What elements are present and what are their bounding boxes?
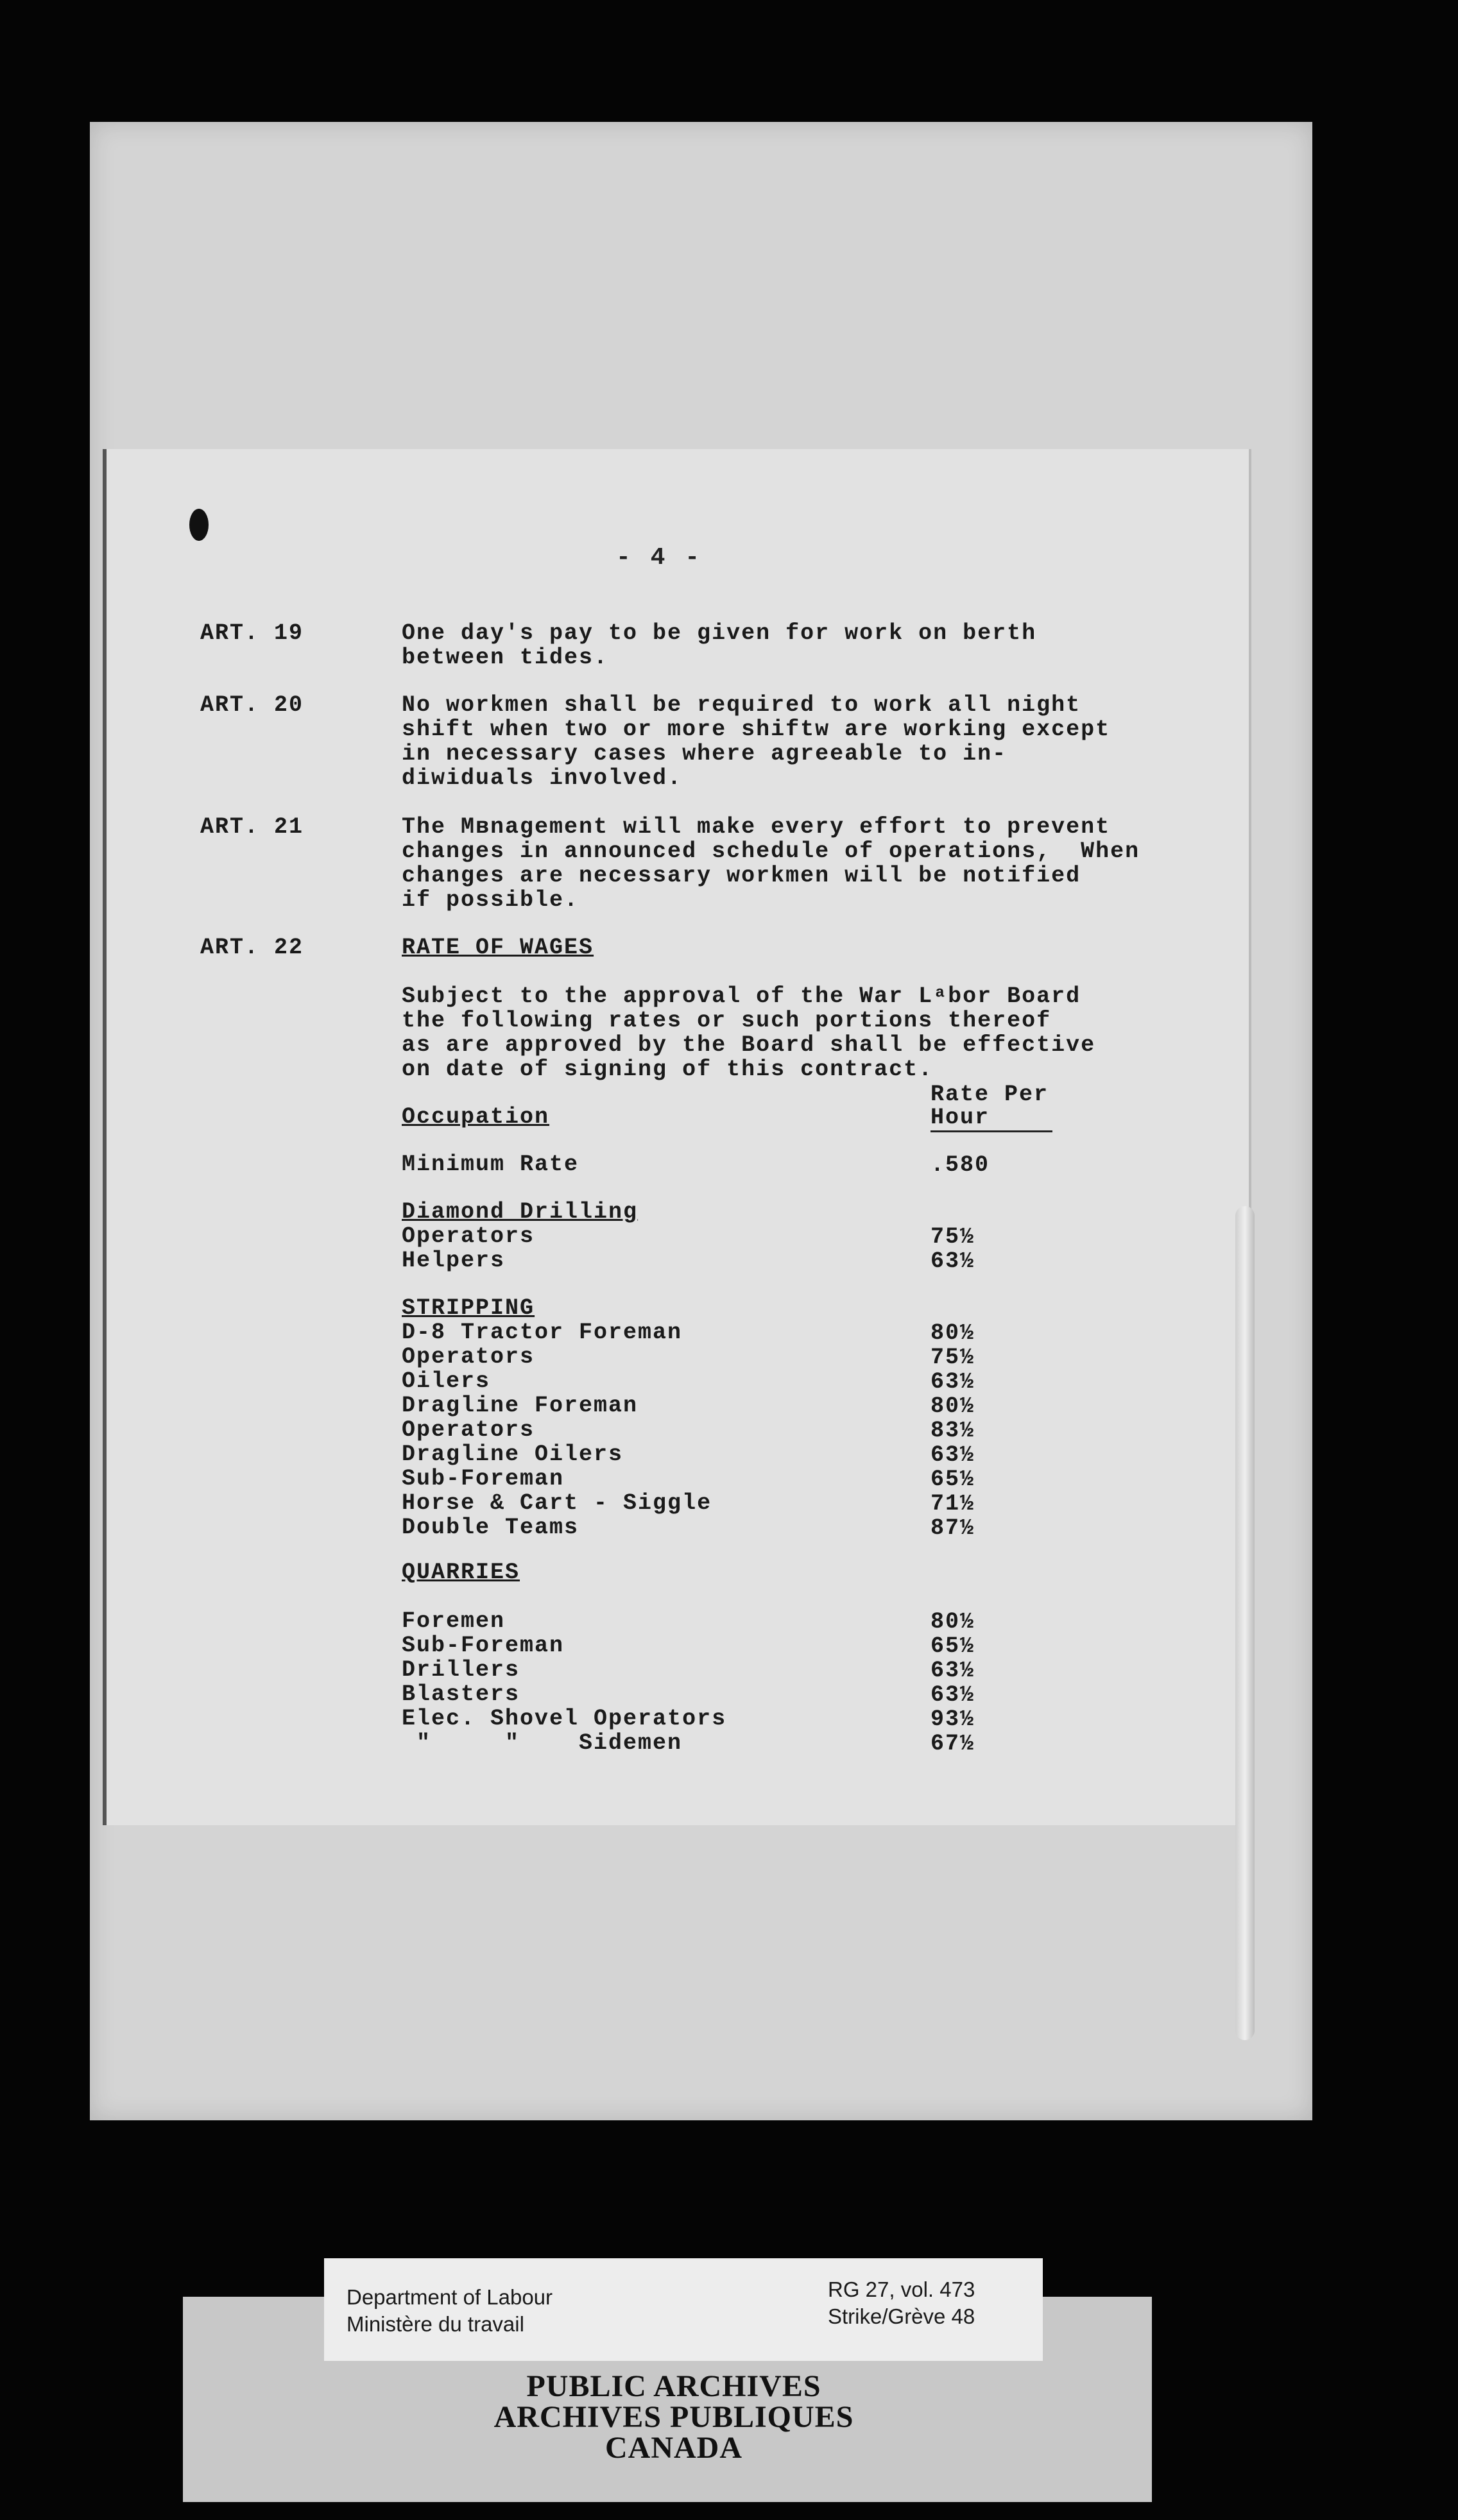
occupation-header: Occupation — [402, 1104, 550, 1130]
wages-intro-line: as are approved by the Board shall be effective — [402, 1032, 1096, 1058]
occupation: " " Sidemen — [402, 1730, 683, 1756]
occupation: Drillers — [402, 1657, 520, 1683]
occupation: Helpers — [402, 1248, 506, 1273]
rate-value: 80½ — [931, 1609, 975, 1635]
article-line: changes are necessary workmen will be notified — [402, 863, 1081, 889]
occupation: Operators — [402, 1344, 535, 1370]
rate-value: 63½ — [931, 1442, 975, 1468]
rate-value: 63½ — [931, 1369, 975, 1395]
occupation: Elec. Shovel Operators — [402, 1706, 727, 1732]
section-title: Diamond Drilling — [402, 1199, 639, 1225]
rate-value: 87½ — [931, 1515, 975, 1541]
occupation: Operators — [402, 1417, 535, 1443]
occupation: Sub-Foreman — [402, 1466, 565, 1492]
wages-intro-line: the following rates or such portions thereof — [402, 1008, 1052, 1034]
article-label: ART. 22 — [200, 935, 304, 960]
rate-header-line2: Hour — [931, 1105, 990, 1130]
wages-intro-line: on date of signing of this contract. — [402, 1057, 934, 1082]
rate-header-underline — [931, 1130, 1052, 1132]
article-line: No workmen shall be required to work all night — [402, 692, 1081, 718]
article-line: One day's pay to be given for work on berth — [402, 620, 1037, 646]
occupation: Horse & Cart - Siggle — [402, 1490, 712, 1516]
rate-value: 67½ — [931, 1731, 975, 1757]
rate-value: 83½ — [931, 1418, 975, 1443]
ink-blot — [189, 509, 209, 541]
article-line: changes in announced schedule of operations, When — [402, 839, 1140, 864]
section-title: STRIPPING — [402, 1295, 535, 1321]
article-line: if possible. — [402, 887, 579, 913]
article-line: shift when two or more shiftw are working except — [402, 717, 1111, 742]
stamp-line: ARCHIVES PUBLIQUES — [493, 2400, 854, 2434]
article-label: ART. 21 — [200, 814, 304, 840]
stamp-line: PUBLIC ARCHIVES — [526, 2369, 821, 2403]
rate-value: 63½ — [931, 1658, 975, 1683]
occupation: D-8 Tractor Foreman — [402, 1320, 683, 1345]
occupation: Dragline Foreman — [402, 1393, 639, 1418]
article-label: ART. 19 — [200, 620, 304, 646]
article-label: ART. 20 — [200, 692, 304, 718]
occupation: Dragline Oilers — [402, 1442, 624, 1467]
rate-value: 63½ — [931, 1248, 975, 1274]
rate-value: 93½ — [931, 1707, 975, 1732]
occupation: Foremen — [402, 1608, 506, 1634]
rate-value: 71½ — [931, 1491, 975, 1517]
section-title: QUARRIES — [402, 1560, 520, 1585]
rate-value: 80½ — [931, 1320, 975, 1346]
record-group-ref: RG 27, vol. 473 — [828, 2277, 975, 2301]
article-line: in necessary cases where agreeable to in- — [402, 741, 1008, 767]
rate-value: 63½ — [931, 1682, 975, 1708]
minimum-rate-label: Minimum Rate — [402, 1152, 579, 1177]
stamp-line: CANADA — [605, 2431, 742, 2465]
rate-value: 65½ — [931, 1467, 975, 1492]
article-line: diwiduals involved. — [402, 765, 683, 791]
strike-number: Strike/Grève 48 — [828, 2304, 975, 2328]
rate-header-line1: Rate Per — [931, 1082, 1049, 1107]
rate-value: 80½ — [931, 1393, 975, 1419]
occupation: Sub-Foreman — [402, 1633, 565, 1658]
minimum-rate-value: .580 — [931, 1152, 990, 1178]
rate-value: 75½ — [931, 1224, 975, 1250]
page-number: - 4 - — [616, 544, 703, 572]
document-page — [103, 449, 1249, 1825]
article-line: The Mʙnagement will make every effort to prevent — [402, 814, 1111, 840]
rate-value: 65½ — [931, 1633, 975, 1659]
rate-value: 75½ — [931, 1345, 975, 1370]
occupation: Blasters — [402, 1681, 520, 1707]
occupation: Oilers — [402, 1368, 491, 1394]
dept-english: Department of Labour — [347, 2285, 553, 2309]
section-heading: RATE OF WAGES — [402, 935, 594, 960]
occupation: Double Teams — [402, 1515, 579, 1540]
dept-french: Ministère du travail — [347, 2312, 524, 2336]
occupation: Operators — [402, 1223, 535, 1249]
article-line: between tides. — [402, 645, 609, 670]
page-curl — [1235, 1206, 1255, 2040]
wages-intro-line: Subject to the approval of the War Lᵃbor Board — [402, 983, 1081, 1009]
